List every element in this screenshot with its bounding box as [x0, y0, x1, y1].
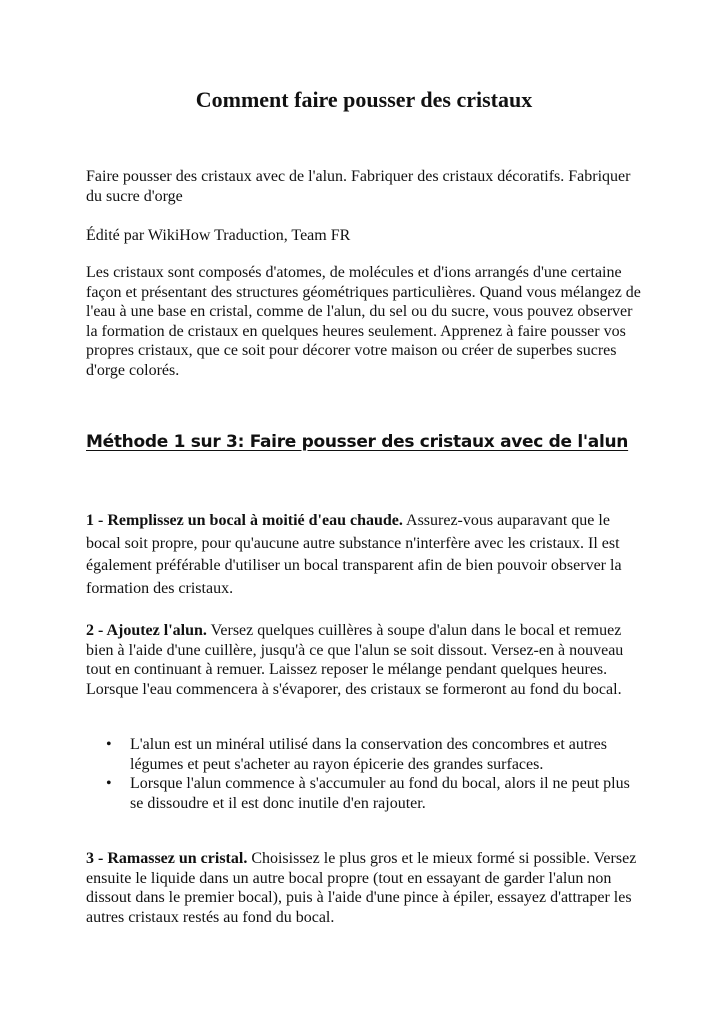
- intro-subtitle: Faire pousser des cristaux avec de l'alun. Fabriquer des cristaux décoratifs. Fabriquer du sucre d'orge: [86, 168, 631, 205]
- bullet-icon: •: [106, 775, 112, 793]
- step-2-lead: 2 - Ajoutez l'alun.: [86, 622, 207, 639]
- step-3-lead: 3 - Ramassez un cristal.: [86, 850, 248, 867]
- bullet-icon: •: [106, 736, 112, 753]
- document-title: Comment faire pousser des cristaux: [195, 87, 533, 112]
- intro-summary: Les cristaux sont composés d'atomes, de molécules et d'ions arrangés d'une certaine façon et présentant des structures géométriques particulières. Quand vous mélangez de l'eau à une base en cristal, comme de l'alun, du sel ou du sucre, vous pouvez observer la formation de cristaux en quelques heures seulement. Apprenez à faire pousser vos propres cristaux, que ce soit pour décorer votre maison ou créer de superbes sucres d'orge colorés.: [86, 264, 641, 379]
- list-item: [86, 774, 642, 813]
- step-2: [86, 621, 642, 699]
- byline: Édité par WikiHow Traduction, Team FR: [86, 227, 351, 244]
- bullet-text: Lorsque l'alun commence à s'accumuler au fond du bocal, alors il ne peut plus se dissoudre et il est donc inutile d'en rajouter.: [130, 775, 630, 812]
- step-3-body: Choisissez le plus gros et le mieux formé si possible. Versez ensuite le liquide dans un autre bocal propre (tout en essayant de garder l'alun non dissout dans le premier bocal), puis à l'aide d'une pince à épiler, essayez d'attraper les autres cristaux restés au fond du bocal.: [86, 850, 637, 926]
- step-1: [86, 510, 642, 600]
- step-2-body: Versez quelques cuillères à soupe d'alun dans le bocal et remuez bien à l'aide d'une cuillère, jusqu'à ce que l'alun se soit dissout. Versez-en à nouveau tout en continuant à remuer. Laissez reposer le mélange pendant quelques heures. Lorsque l'eau commencera à s'évaporer, des cristaux se formeront au fond du bocal.: [86, 622, 624, 698]
- method-heading: Méthode 1 sur 3: Faire pousser des cristaux avec de l'alun: [86, 432, 629, 452]
- step-3: [86, 849, 642, 927]
- tips-list: [86, 735, 642, 813]
- step-1-lead: 1 - Remplissez un bocal à moitié d'eau chaude.: [86, 512, 403, 529]
- step-1-body: Assurez-vous auparavant que le bocal soit propre, pour qu'aucune autre substance n'interfère avec les cristaux. Il est également préférable d'utiliser un bocal transparent afin de bien pouvoir observer la formation des cristaux.: [86, 512, 622, 597]
- list-item: [86, 735, 642, 774]
- bullet-text: L'alun est un minéral utilisé dans la conservation des concombres et autres légumes et peut s'acheter au rayon épicerie des grandes surfaces.: [130, 736, 607, 773]
